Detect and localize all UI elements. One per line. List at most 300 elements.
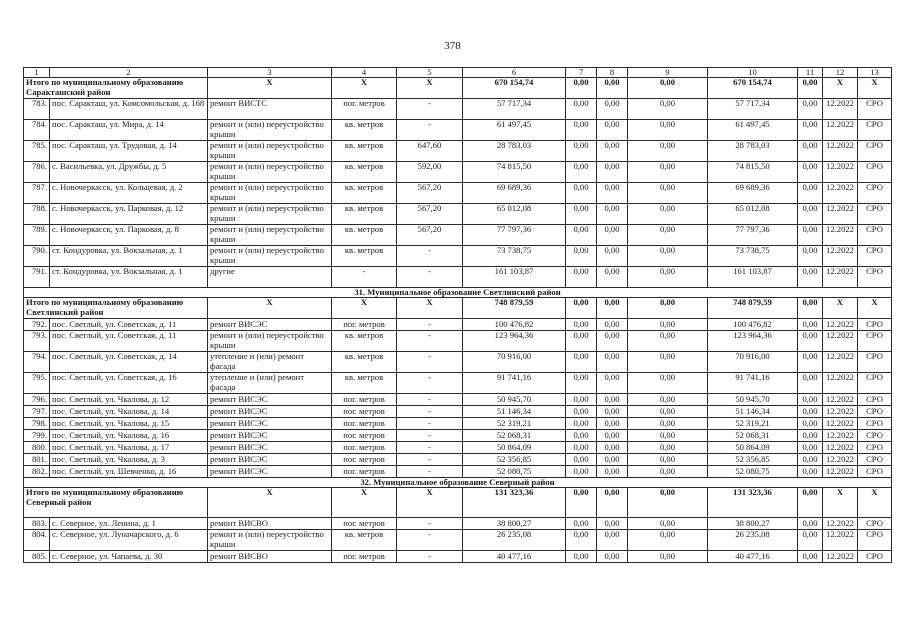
total-cell: X [332, 488, 397, 518]
method-cell: СРО [858, 225, 892, 246]
unit-cell: кв. метров [332, 246, 397, 267]
address-cell: пос. Светлый, ул. Чкалова, д. 14 [50, 406, 208, 418]
amount-cell: 61 497,45 [708, 120, 798, 141]
total-amount: 670 154,74 [708, 78, 798, 99]
value-cell: 0,00 [566, 394, 597, 406]
value-cell: 0,00 [597, 225, 628, 246]
unit-cell: кв. метров [332, 162, 397, 183]
total-amount: 131 323,36 [708, 488, 798, 518]
table-row [24, 418, 892, 430]
amount-cell: 123 964,36 [463, 331, 566, 352]
total-cell: X [858, 78, 892, 99]
date-cell: 12.2022 [823, 373, 858, 394]
table-row [24, 394, 892, 406]
work-type-cell: ремонт ВИСЭС [208, 442, 332, 454]
value-cell: 0,00 [798, 120, 823, 141]
amount-cell: 77 797,36 [463, 225, 566, 246]
column-number-cell: 13 [858, 68, 892, 78]
row-number: 797. [24, 406, 50, 418]
method-cell: СРО [858, 430, 892, 442]
amount-cell: 100 476,82 [708, 319, 798, 331]
value-cell: 0,00 [798, 319, 823, 331]
address-cell: ст. Кондуровка, ул. Вокзальная, д. 1 [50, 246, 208, 267]
amount-cell: 26 235,08 [463, 530, 566, 551]
section-title: 32. Муниципальное образование Северный район [24, 478, 892, 488]
column-number-cell: 12 [823, 68, 858, 78]
address-cell: пос. Светлый, ул. Чкалова, д. 15 [50, 418, 208, 430]
value-cell: 0,00 [597, 319, 628, 331]
address-cell: пос. Светлый, ул. Чкалова, д. 12 [50, 394, 208, 406]
address-cell: пос. Светлый, ул. Советская, д. 11 [50, 331, 208, 352]
total-cell: X [397, 78, 463, 99]
section-heading-row [24, 288, 892, 298]
work-type-cell: ремонт ВИСЭС [208, 466, 332, 478]
date-cell: 12.2022 [823, 225, 858, 246]
quantity-cell: - [397, 418, 463, 430]
value-cell: 0,00 [798, 183, 823, 204]
unit-cell: пог. метров [332, 430, 397, 442]
method-cell: СРО [858, 518, 892, 530]
value-cell: 0,00 [628, 466, 708, 478]
value-cell: 0,00 [597, 430, 628, 442]
row-number: 796. [24, 394, 50, 406]
value-cell: 0,00 [597, 442, 628, 454]
quantity-cell: - [397, 518, 463, 530]
value-cell: 0,00 [566, 551, 597, 563]
table-row [24, 466, 892, 478]
value-cell: 0,00 [628, 454, 708, 466]
quantity-cell: - [397, 394, 463, 406]
column-number-cell: 10 [708, 68, 798, 78]
total-amount: 131 323,36 [463, 488, 566, 518]
column-number-cell: 11 [798, 68, 823, 78]
column-number-cell: 1 [24, 68, 50, 78]
amount-cell: 52 356,85 [463, 454, 566, 466]
value-cell: 0,00 [798, 530, 823, 551]
value-cell: 0,00 [628, 120, 708, 141]
quantity-cell: - [397, 466, 463, 478]
date-cell: 12.2022 [823, 204, 858, 225]
amount-cell: 123 964,36 [708, 331, 798, 352]
work-type-cell: ремонт и (или) переустройство крыши [208, 225, 332, 246]
value-cell: 0,00 [798, 162, 823, 183]
address-cell: пос. Светлый, ул. Шевченко, д. 16 [50, 466, 208, 478]
value-cell: 0,00 [798, 352, 823, 373]
amount-cell: 61 497,45 [463, 120, 566, 141]
table-row [24, 99, 892, 120]
address-cell: пос. Светлый, ул. Советская, д. 11 [50, 319, 208, 331]
amount-cell: 161 103,87 [708, 267, 798, 288]
value-cell: 0,00 [597, 530, 628, 551]
table-row [24, 454, 892, 466]
amount-cell: 38 800,27 [708, 518, 798, 530]
value-cell: 0,00 [566, 518, 597, 530]
value-cell: 0,00 [798, 373, 823, 394]
value-cell: 0,00 [566, 352, 597, 373]
address-cell: пос. Светлый, ул. Чкалова, д. 16 [50, 430, 208, 442]
work-type-cell: ремонт и (или) переустройство крыши [208, 141, 332, 162]
quantity-cell: 592,00 [397, 162, 463, 183]
amount-cell: 69 689,36 [463, 183, 566, 204]
amount-cell: 51 146,34 [708, 406, 798, 418]
address-cell: с. Новочеркасск, ул. Парковая, д. 12 [50, 204, 208, 225]
value-cell: 0,00 [628, 246, 708, 267]
amount-cell: 74 815,50 [708, 162, 798, 183]
value-cell: 0,00 [798, 466, 823, 478]
table-row [24, 319, 892, 331]
quantity-cell: 647,60 [397, 141, 463, 162]
amount-cell: 74 815,50 [463, 162, 566, 183]
method-cell: СРО [858, 551, 892, 563]
value-cell: 0,00 [628, 225, 708, 246]
unit-cell: пог. метров [332, 319, 397, 331]
work-type-cell: ремонт ВИСЭС [208, 319, 332, 331]
date-cell: 12.2022 [823, 551, 858, 563]
table-row [24, 267, 892, 288]
amount-cell: 28 783,03 [708, 141, 798, 162]
table-row [24, 373, 892, 394]
method-cell: СРО [858, 183, 892, 204]
table-row [24, 406, 892, 418]
value-cell: 0,00 [597, 141, 628, 162]
value-cell: 0,00 [566, 183, 597, 204]
quantity-cell: - [397, 530, 463, 551]
value-cell: 0,00 [566, 141, 597, 162]
value-cell: 0,00 [566, 204, 597, 225]
table-body [24, 68, 892, 563]
unit-cell: кв. метров [332, 225, 397, 246]
total-cell: 0,00 [566, 298, 597, 319]
total-cell: X [397, 298, 463, 319]
unit-cell: кв. метров [332, 120, 397, 141]
quantity-cell: - [397, 406, 463, 418]
total-cell: 0,00 [798, 298, 823, 319]
address-cell: пос. Светлый, ул. Чкалова, д. 17 [50, 442, 208, 454]
unit-cell: пог. метров [332, 394, 397, 406]
quantity-cell: - [397, 373, 463, 394]
value-cell: 0,00 [597, 518, 628, 530]
value-cell: 0,00 [798, 204, 823, 225]
work-type-cell: ремонт и (или) переустройство крыши [208, 204, 332, 225]
column-number-cell: 7 [566, 68, 597, 78]
unit-cell: кв. метров [332, 331, 397, 352]
amount-cell: 40 477,16 [708, 551, 798, 563]
unit-cell: кв. метров [332, 204, 397, 225]
table-row [24, 352, 892, 373]
amount-cell: 52 319,21 [708, 418, 798, 430]
amount-cell: 50 945,70 [463, 394, 566, 406]
work-type-cell: ремонт и (или) переустройство крыши [208, 120, 332, 141]
amount-cell: 73 738,75 [708, 246, 798, 267]
amount-cell: 52 356,85 [708, 454, 798, 466]
register-table [23, 67, 892, 563]
value-cell: 0,00 [597, 331, 628, 352]
table-row [24, 442, 892, 454]
work-type-cell: ремонт и (или) переустройство крыши [208, 246, 332, 267]
value-cell: 0,00 [597, 120, 628, 141]
date-cell: 12.2022 [823, 442, 858, 454]
amount-cell: 77 797,36 [708, 225, 798, 246]
quantity-cell: 567,20 [397, 225, 463, 246]
value-cell: 0,00 [628, 162, 708, 183]
date-cell: 12.2022 [823, 120, 858, 141]
total-cell: 0,00 [597, 298, 628, 319]
total-cell: 0,00 [597, 78, 628, 99]
row-number: 801. [24, 454, 50, 466]
value-cell: 0,00 [628, 530, 708, 551]
unit-cell: кв. метров [332, 352, 397, 373]
address-cell: пос. Светлый, ул. Советская, д. 14 [50, 352, 208, 373]
total-cell: 0,00 [566, 488, 597, 518]
section-heading-row [24, 478, 892, 488]
work-type-cell: ремонт и (или) переустройство крыши [208, 162, 332, 183]
date-cell: 12.2022 [823, 430, 858, 442]
amount-cell: 50 864,09 [708, 442, 798, 454]
value-cell: 0,00 [566, 267, 597, 288]
work-type-cell: ремонт ВИСЭС [208, 394, 332, 406]
date-cell: 12.2022 [823, 141, 858, 162]
row-number: 798. [24, 418, 50, 430]
value-cell: 0,00 [798, 331, 823, 352]
value-cell: 0,00 [628, 442, 708, 454]
value-cell: 0,00 [566, 430, 597, 442]
row-number: 794. [24, 352, 50, 373]
column-number-cell: 4 [332, 68, 397, 78]
total-amount: 748 879,59 [463, 298, 566, 319]
date-cell: 12.2022 [823, 99, 858, 120]
value-cell: 0,00 [566, 246, 597, 267]
value-cell: 0,00 [566, 442, 597, 454]
value-cell: 0,00 [597, 551, 628, 563]
method-cell: СРО [858, 331, 892, 352]
unit-cell: пог. метров [332, 442, 397, 454]
row-number: 795. [24, 373, 50, 394]
quantity-cell: - [397, 352, 463, 373]
section-title: 31. Муниципальное образование Светлинский район [24, 288, 892, 298]
total-cell: X [823, 298, 858, 319]
total-label: Итого по муниципальному образованию Светлинский район [24, 298, 208, 319]
table-row [24, 183, 892, 204]
method-cell: СРО [858, 141, 892, 162]
total-cell: 0,00 [566, 78, 597, 99]
total-cell: X [208, 298, 332, 319]
row-number: 788. [24, 204, 50, 225]
table-row [24, 518, 892, 530]
total-cell: X [858, 298, 892, 319]
value-cell: 0,00 [597, 394, 628, 406]
unit-cell: пог. метров [332, 99, 397, 120]
value-cell: 0,00 [597, 267, 628, 288]
table-row [24, 246, 892, 267]
table-row [24, 162, 892, 183]
quantity-cell: 567,20 [397, 204, 463, 225]
total-label: Итого по муниципальному образованию Саракташский район [24, 78, 208, 99]
value-cell: 0,00 [566, 373, 597, 394]
address-cell: пос. Саракташ, ул. Трудовая, д. 14 [50, 141, 208, 162]
amount-cell: 40 477,16 [463, 551, 566, 563]
total-cell: 0,00 [628, 298, 708, 319]
method-cell: СРО [858, 394, 892, 406]
column-number-cell: 5 [397, 68, 463, 78]
date-cell: 12.2022 [823, 183, 858, 204]
value-cell: 0,00 [597, 418, 628, 430]
value-cell: 0,00 [798, 99, 823, 120]
row-number: 790. [24, 246, 50, 267]
row-number: 785. [24, 141, 50, 162]
work-type-cell: ремонт и (или) переустройство крыши [208, 183, 332, 204]
total-row [24, 488, 892, 518]
method-cell: СРО [858, 204, 892, 225]
amount-cell: 51 146,34 [463, 406, 566, 418]
method-cell: СРО [858, 530, 892, 551]
work-type-cell: ремонт ВИСВО [208, 551, 332, 563]
method-cell: СРО [858, 418, 892, 430]
value-cell: 0,00 [628, 394, 708, 406]
value-cell: 0,00 [566, 120, 597, 141]
work-type-cell: ремонт ВИСТС [208, 99, 332, 120]
row-number: 787. [24, 183, 50, 204]
value-cell: 0,00 [566, 319, 597, 331]
amount-cell: 52 068,31 [708, 430, 798, 442]
column-number-cell: 6 [463, 68, 566, 78]
table-row [24, 551, 892, 563]
row-number: 802. [24, 466, 50, 478]
quantity-cell: - [397, 246, 463, 267]
work-type-cell: ремонт ВИСЭС [208, 430, 332, 442]
row-number: 783. [24, 99, 50, 120]
work-type-cell: ремонт ВИСЭС [208, 406, 332, 418]
amount-cell: 28 783,03 [463, 141, 566, 162]
total-row [24, 78, 892, 99]
column-number-row [24, 68, 892, 78]
unit-cell: пог. метров [332, 418, 397, 430]
unit-cell: - [332, 267, 397, 288]
value-cell: 0,00 [597, 466, 628, 478]
amount-cell: 73 738,75 [463, 246, 566, 267]
value-cell: 0,00 [798, 518, 823, 530]
date-cell: 12.2022 [823, 394, 858, 406]
value-cell: 0,00 [798, 418, 823, 430]
value-cell: 0,00 [597, 99, 628, 120]
amount-cell: 52 080,75 [708, 466, 798, 478]
quantity-cell: - [397, 454, 463, 466]
value-cell: 0,00 [798, 551, 823, 563]
work-type-cell: утепление и (или) ремонт фасада [208, 373, 332, 394]
date-cell: 12.2022 [823, 418, 858, 430]
value-cell: 0,00 [566, 331, 597, 352]
value-cell: 0,00 [628, 373, 708, 394]
table-row [24, 225, 892, 246]
table-row [24, 530, 892, 551]
value-cell: 0,00 [628, 551, 708, 563]
total-cell: 0,00 [798, 488, 823, 518]
work-type-cell: ремонт ВИСЭС [208, 418, 332, 430]
unit-cell: кв. метров [332, 530, 397, 551]
date-cell: 12.2022 [823, 406, 858, 418]
date-cell: 12.2022 [823, 530, 858, 551]
value-cell: 0,00 [566, 466, 597, 478]
method-cell: СРО [858, 162, 892, 183]
column-number-cell: 9 [628, 68, 708, 78]
work-type-cell: ремонт ВИСЭС [208, 454, 332, 466]
value-cell: 0,00 [628, 518, 708, 530]
total-cell: X [858, 488, 892, 518]
amount-cell: 52 319,21 [463, 418, 566, 430]
value-cell: 0,00 [628, 204, 708, 225]
amount-cell: 52 080,75 [463, 466, 566, 478]
unit-cell: кв. метров [332, 141, 397, 162]
table-row [24, 120, 892, 141]
method-cell: СРО [858, 246, 892, 267]
amount-cell: 91 741,16 [463, 373, 566, 394]
quantity-cell: 567,20 [397, 183, 463, 204]
total-label: Итого по муниципальному образованию Северный район [24, 488, 208, 518]
total-cell: X [397, 488, 463, 518]
value-cell: 0,00 [798, 225, 823, 246]
row-number: 800. [24, 442, 50, 454]
total-cell: 0,00 [798, 78, 823, 99]
row-number: 793. [24, 331, 50, 352]
total-amount: 670 154,74 [463, 78, 566, 99]
method-cell: СРО [858, 406, 892, 418]
value-cell: 0,00 [597, 352, 628, 373]
total-cell: X [823, 78, 858, 99]
quantity-cell: - [397, 99, 463, 120]
method-cell: СРО [858, 120, 892, 141]
value-cell: 0,00 [566, 418, 597, 430]
value-cell: 0,00 [798, 141, 823, 162]
amount-cell: 91 741,16 [708, 373, 798, 394]
total-cell: 0,00 [628, 78, 708, 99]
value-cell: 0,00 [798, 267, 823, 288]
row-number: 786. [24, 162, 50, 183]
value-cell: 0,00 [566, 530, 597, 551]
value-cell: 0,00 [628, 331, 708, 352]
column-number-cell: 2 [50, 68, 208, 78]
value-cell: 0,00 [798, 430, 823, 442]
address-cell: с. Новочеркасск, ул. Кольцевая, д. 2 [50, 183, 208, 204]
value-cell: 0,00 [597, 406, 628, 418]
amount-cell: 161 103,87 [463, 267, 566, 288]
work-type-cell: другие [208, 267, 332, 288]
value-cell: 0,00 [566, 454, 597, 466]
total-cell: X [208, 488, 332, 518]
unit-cell: пог. метров [332, 454, 397, 466]
quantity-cell: - [397, 442, 463, 454]
total-cell: X [332, 78, 397, 99]
quantity-cell: - [397, 319, 463, 331]
work-type-cell: утепление и (или) ремонт фасада [208, 352, 332, 373]
method-cell: СРО [858, 373, 892, 394]
value-cell: 0,00 [798, 406, 823, 418]
value-cell: 0,00 [566, 99, 597, 120]
method-cell: СРО [858, 454, 892, 466]
date-cell: 12.2022 [823, 331, 858, 352]
method-cell: СРО [858, 352, 892, 373]
amount-cell: 50 945,70 [708, 394, 798, 406]
value-cell: 0,00 [628, 141, 708, 162]
work-type-cell: ремонт и (или) переустройство крыши [208, 331, 332, 352]
work-type-cell: ремонт ВИСВО [208, 518, 332, 530]
page-number: 378 [444, 40, 461, 52]
unit-cell: пог. метров [332, 466, 397, 478]
row-number: 805. [24, 551, 50, 563]
column-number-cell: 8 [597, 68, 628, 78]
value-cell: 0,00 [597, 454, 628, 466]
row-number: 804. [24, 530, 50, 551]
value-cell: 0,00 [628, 352, 708, 373]
unit-cell: кв. метров [332, 183, 397, 204]
